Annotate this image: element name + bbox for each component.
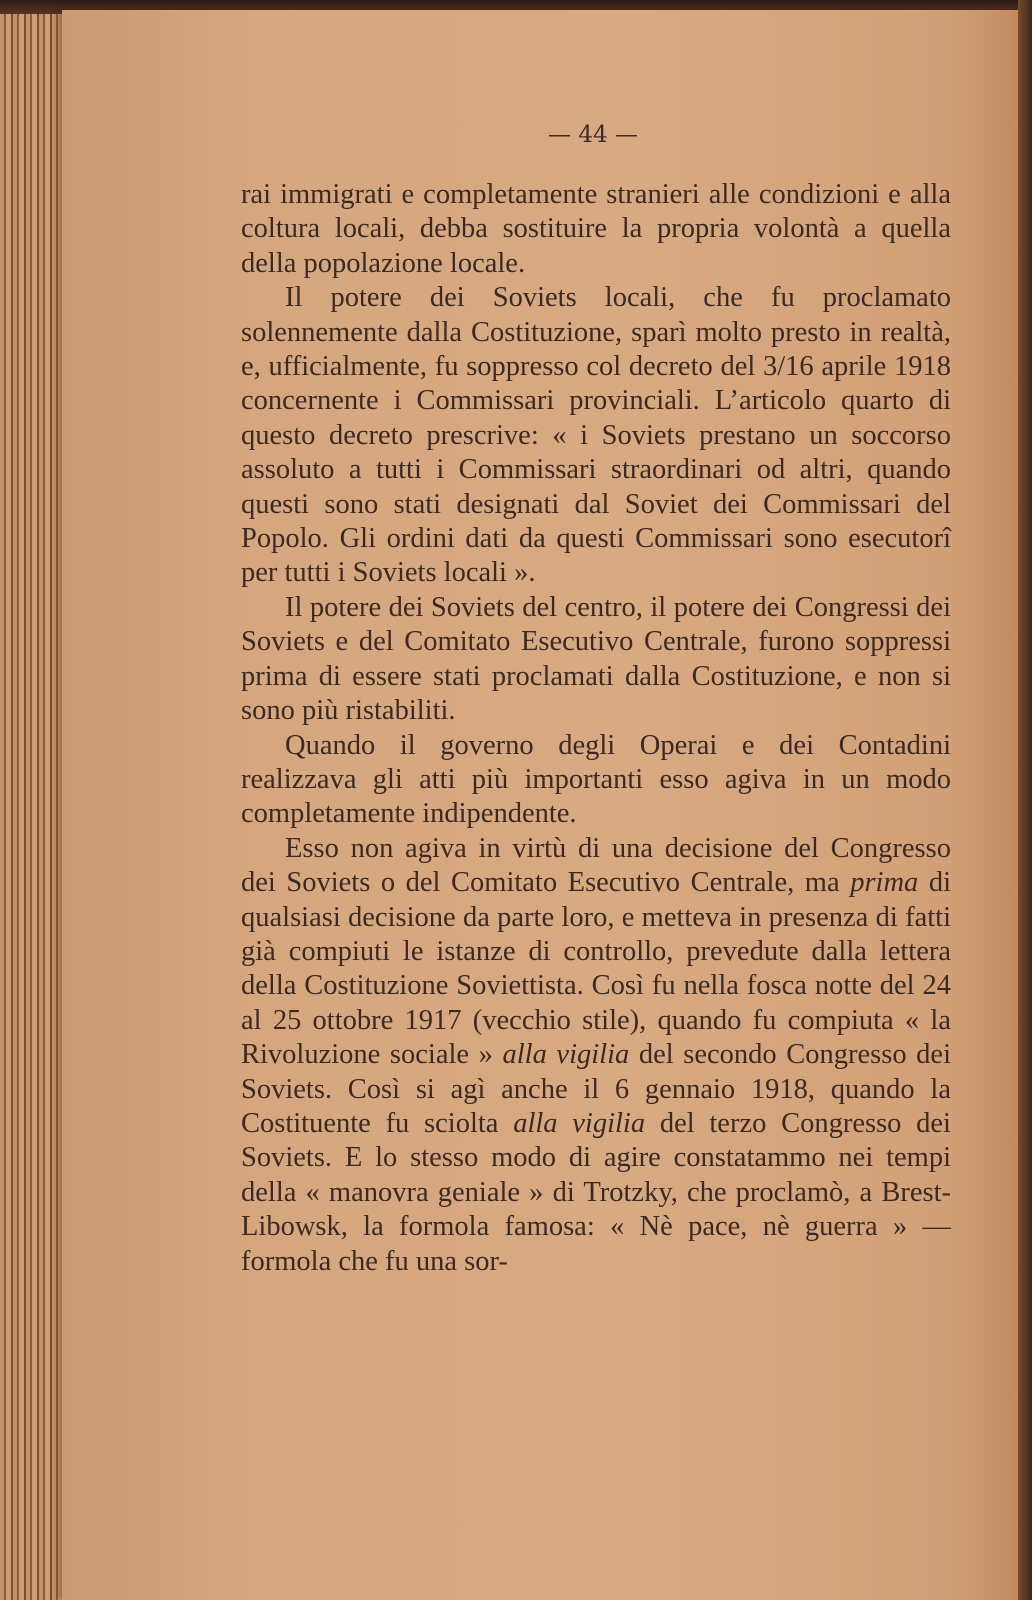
text-run: Quando il governo degli Operai e dei Contadini realizzava gli atti più importanti esso agiva in un modo completamente indipendente.	[241, 729, 951, 830]
text-run: del secondo Congresso dei Soviets. Così si agì anche il 6 gennaio 1918, quando la Costituente fu sciolta	[241, 1039, 951, 1139]
text-run: Esso non agiva in virtù di una decisione del Congresso dei Soviets o del Comitato Esecutivo Centrale, ma	[241, 832, 951, 899]
italic-text: prima	[850, 867, 919, 899]
text-run: Il potere dei Soviets del centro, il potere dei Congressi dei Soviets e del Comitato Esecutivo Centrale, furono soppressi prima di essere stati proclamati dalla Costituzione, e non si sono più ristabiliti.	[241, 591, 951, 727]
paragraph-p4	[241, 729, 951, 832]
paragraph-p5	[241, 832, 951, 1279]
italic-text: alla vigilia	[513, 1107, 646, 1139]
text-run: di qualsiasi decisione da parte loro, e metteva in presenza di fatti già compiuti le istanze di controllo, prevedute dalla lettera della Costituzione Soviettista. Così fu nella fosca notte del 24 al 25 ottobre 1917 (vecchio stile), quando fu compiuta « la Rivoluzione sociale »	[241, 867, 952, 1071]
paragraph-p2	[241, 281, 951, 591]
text-run: Il potere dei Soviets locali, che fu proclamato solennemente dalla Costituzione, sparì molto presto in realtà, e, ufficialmente, fu soppresso col decreto del 3/16 aprile 1918 concernente i Commissari provinciali. L’articolo quarto di questo decreto prescrive: « i Soviets prestano un soccorso assoluto a tutti i Commissari straordinari od altri, quando questi sono stati designati dal Soviet dei Commissari del Popolo. Gli ordini dati da questi Commissari sono esecutorî per tutti i Soviets locali ».	[241, 282, 951, 589]
paragraph-p3	[241, 591, 951, 729]
page-number: — 44 —	[548, 122, 638, 148]
paragraph-p1	[241, 178, 951, 281]
text-run: rai immigrati e completamente stranieri alle condizioni e alla coltura locali, debba sostituire la propria volontà a quella della popolazione locale.	[241, 179, 951, 279]
italic-text: alla vigilia	[502, 1039, 630, 1071]
body-text	[241, 178, 951, 1279]
right-book-edge	[1018, 0, 1032, 1600]
text-run: del terzo Congresso dei Soviets. E lo stesso modo di agire constatammo nei tempi della « manovra geniale » di Trotzky, che proclamò, a Brest-Libowsk, la formola famosa: « Nè pace, nè guerra » — formola che fu una sor-	[241, 1107, 951, 1277]
